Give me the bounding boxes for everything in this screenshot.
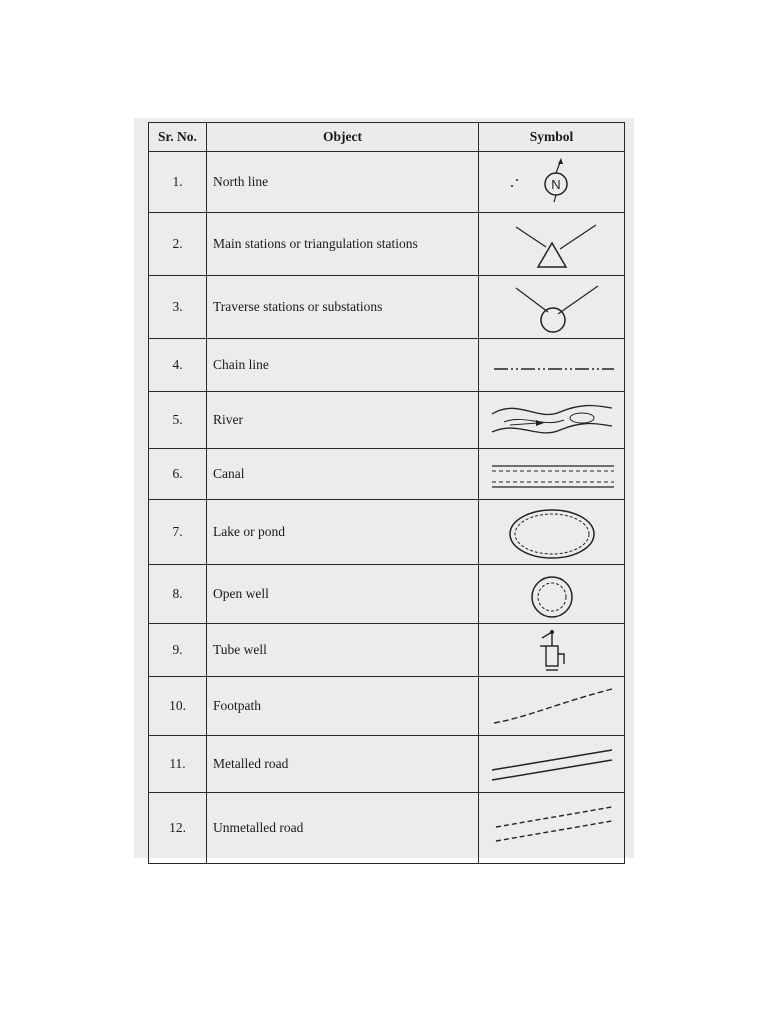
row-number: 1. — [149, 152, 207, 213]
row-number: 10. — [149, 677, 207, 736]
north-line-symbol — [479, 152, 625, 213]
table-row — [149, 500, 625, 565]
canal-symbol — [479, 449, 625, 500]
table-row — [149, 449, 625, 500]
open-well-symbol — [479, 565, 625, 624]
row-object: Tube well — [207, 624, 479, 677]
table-row — [149, 565, 625, 624]
table-row — [149, 624, 625, 677]
row-number: 5. — [149, 392, 207, 449]
north-letter: N — [550, 177, 561, 192]
table-row — [149, 152, 625, 213]
traverse-station-symbol — [479, 276, 625, 339]
row-object: Traverse stations or substations — [207, 276, 479, 339]
row-number: 3. — [149, 276, 207, 339]
river-symbol — [479, 392, 625, 449]
row-number: 8. — [149, 565, 207, 624]
table-row — [149, 339, 625, 392]
tube-well-symbol — [479, 624, 625, 677]
row-object: Open well — [207, 565, 479, 624]
chain-line-symbol — [479, 339, 625, 392]
lake-symbol — [479, 500, 625, 565]
table-row — [149, 276, 625, 339]
row-number: 6. — [149, 449, 207, 500]
row-object: Main stations or triangulation stations — [207, 213, 479, 276]
unmetalled-road-symbol — [479, 793, 625, 864]
row-object: Canal — [207, 449, 479, 500]
row-object: Chain line — [207, 339, 479, 392]
table-row — [149, 677, 625, 736]
row-number: 12. — [149, 793, 207, 864]
row-number: 7. — [149, 500, 207, 565]
row-number: 4. — [149, 339, 207, 392]
table-row — [149, 793, 625, 864]
header-sr-no: Sr. No. — [149, 123, 207, 152]
row-number: 11. — [149, 736, 207, 793]
table-row — [149, 736, 625, 793]
table-row — [149, 392, 625, 449]
row-object: Unmetalled road — [207, 793, 479, 864]
footpath-symbol — [479, 677, 625, 736]
survey-symbols-table — [148, 122, 625, 864]
row-object: Metalled road — [207, 736, 479, 793]
header-object: Object — [207, 123, 479, 152]
row-object: Footpath — [207, 677, 479, 736]
row-number: 2. — [149, 213, 207, 276]
row-object: North line — [207, 152, 479, 213]
metalled-road-symbol — [479, 736, 625, 793]
triangulation-station-symbol — [479, 213, 625, 276]
row-object: River — [207, 392, 479, 449]
header-row — [149, 123, 625, 152]
header-symbol: Symbol — [479, 123, 625, 152]
table-row — [149, 213, 625, 276]
row-number: 9. — [149, 624, 207, 677]
row-object: Lake or pond — [207, 500, 479, 565]
